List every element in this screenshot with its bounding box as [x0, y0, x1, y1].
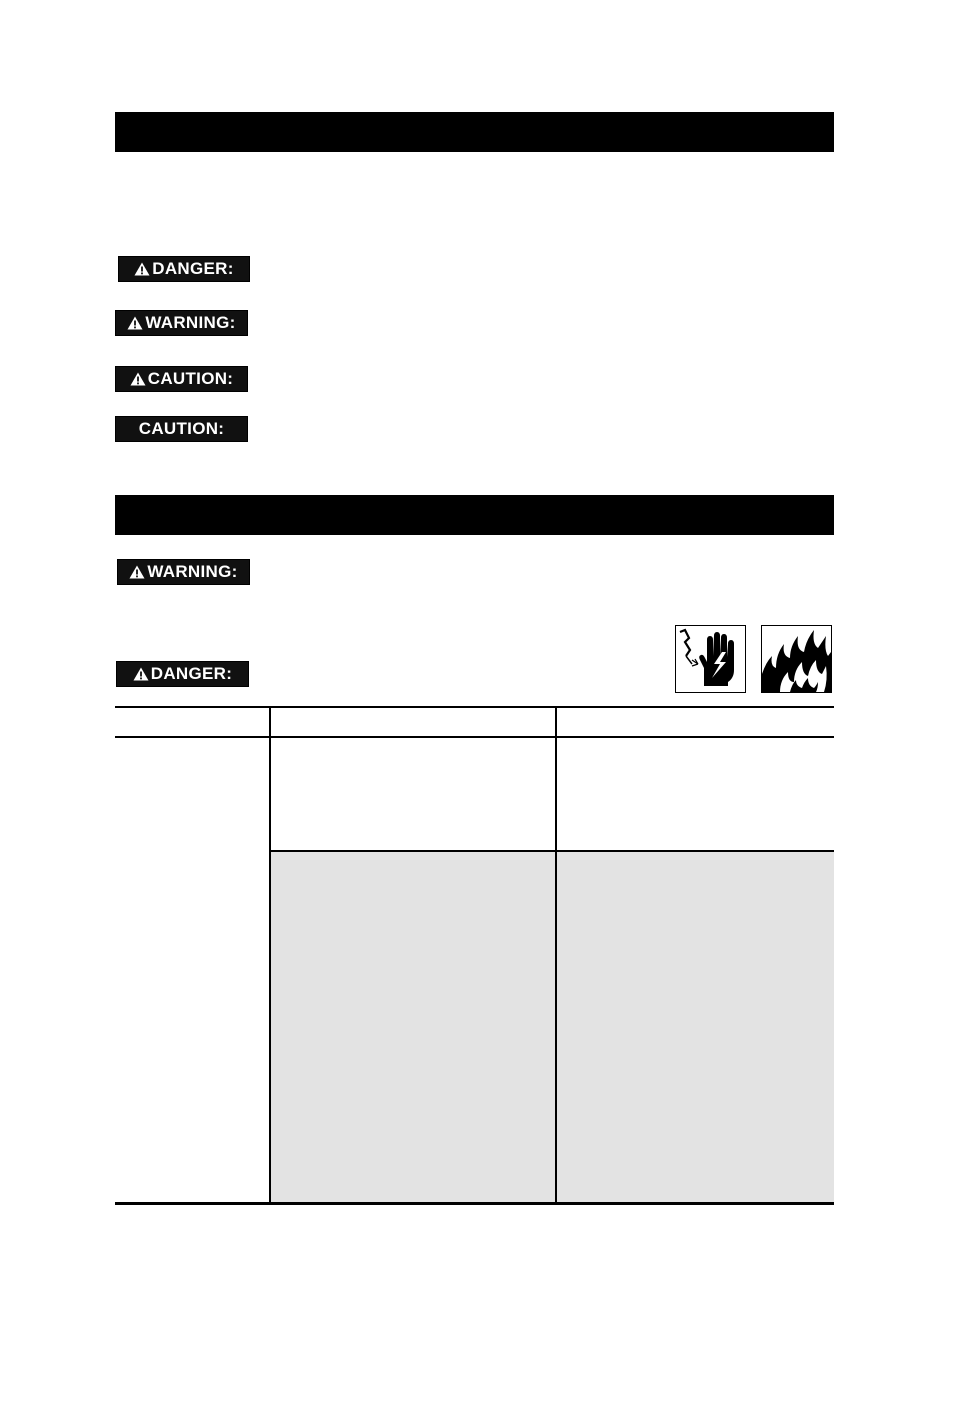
caution-label-2: [115, 416, 248, 442]
electric-shock-hazard-icon: [675, 625, 746, 693]
danger-label-1: [118, 256, 250, 282]
alert-triangle-icon: [134, 262, 150, 276]
table-cell-shaded: [557, 852, 834, 1202]
alert-triangle-icon: [127, 316, 143, 330]
warning-label-1-text: WARNING:: [145, 313, 236, 332]
section-header-bar-1: [115, 112, 834, 152]
alert-triangle-icon: [130, 372, 146, 386]
table-bottom-rule: [115, 1202, 834, 1205]
hazard-table: [115, 706, 834, 1204]
table-column-divider: [555, 706, 557, 1203]
table-column-divider: [269, 706, 271, 1203]
warning-label-2-text: WARNING:: [147, 562, 238, 581]
warning-label-2: [117, 559, 250, 585]
caution-label-1: [115, 366, 248, 392]
danger-label-2-text: DANGER:: [150, 664, 233, 683]
table-cell-shaded: [271, 852, 555, 1202]
alert-triangle-icon: [129, 565, 145, 579]
warning-label-1: [115, 310, 248, 336]
danger-label-1-text: DANGER:: [152, 259, 234, 278]
danger-label-2: [116, 661, 249, 687]
alert-triangle-icon: [133, 667, 149, 681]
caution-label-1-text: CAUTION:: [147, 369, 234, 388]
table-top-rule: [115, 706, 834, 708]
table-header-rule: [115, 736, 834, 738]
table-row-divider: [269, 850, 834, 852]
section-header-bar-2: [115, 495, 834, 535]
fire-hazard-icon: [761, 625, 832, 693]
caution-label-2-text: CAUTION:: [138, 419, 225, 438]
